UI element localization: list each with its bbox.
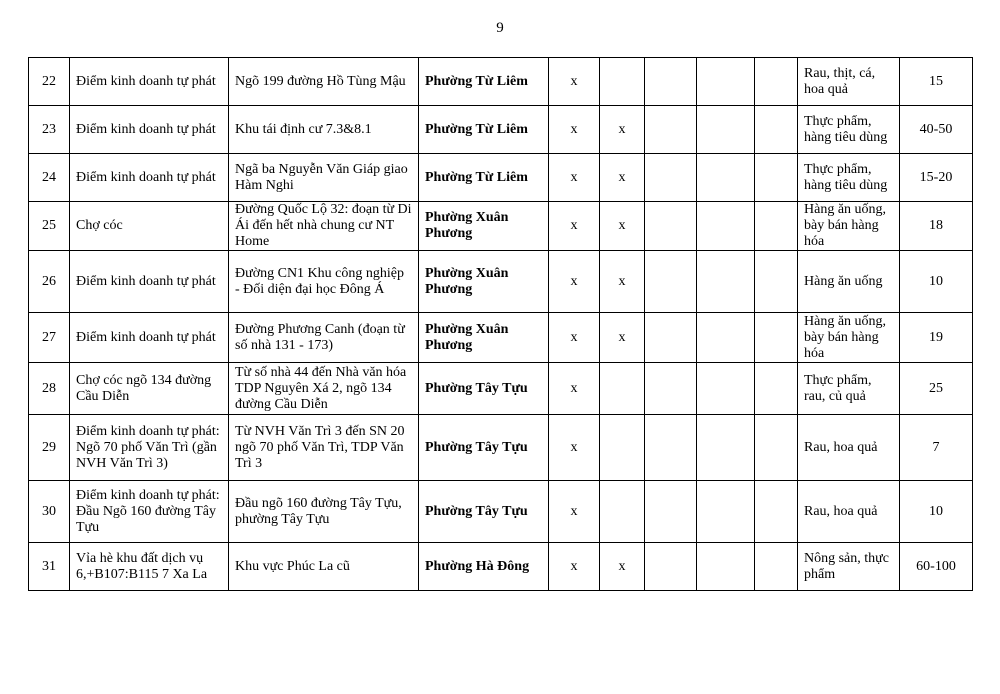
mark-col-3-cell xyxy=(645,58,697,106)
table-row xyxy=(29,543,973,591)
goods-cell: Nông sản, thực phẩm xyxy=(798,543,900,591)
type-cell: Vỉa hè khu đất dịch vụ 6,+B107:B115 7 Xa La xyxy=(70,543,229,591)
row-number-cell: 28 xyxy=(29,363,70,415)
household-count-cell: 15 xyxy=(900,58,973,106)
row-number-cell: 30 xyxy=(29,481,70,543)
market-table xyxy=(28,57,973,591)
mark-col-2-cell: x xyxy=(600,202,645,251)
blank-cell xyxy=(755,313,798,363)
mark-col-1-cell: x xyxy=(549,543,600,591)
mark-col-2-cell: x xyxy=(600,313,645,363)
table-row xyxy=(29,58,973,106)
table-row xyxy=(29,154,973,202)
mark-col-2-cell: x xyxy=(600,106,645,154)
mark-col-3-cell xyxy=(645,202,697,251)
goods-cell: Rau, hoa quả xyxy=(798,481,900,543)
type-cell: Điểm kinh doanh tự phát xyxy=(70,251,229,313)
household-count-cell: 18 xyxy=(900,202,973,251)
mark-col-4-cell xyxy=(697,363,755,415)
ward-cell: Phường Xuân Phương xyxy=(419,251,549,313)
table-row xyxy=(29,363,973,415)
mark-col-2-cell: x xyxy=(600,251,645,313)
ward-cell: Phường Tây Tựu xyxy=(419,363,549,415)
row-number-cell: 31 xyxy=(29,543,70,591)
type-cell: Điểm kinh doanh tự phát: Đầu Ngõ 160 đường Tây Tựu xyxy=(70,481,229,543)
row-number-cell: 24 xyxy=(29,154,70,202)
mark-col-2-cell: x xyxy=(600,154,645,202)
mark-col-3-cell xyxy=(645,154,697,202)
row-number-cell: 23 xyxy=(29,106,70,154)
location-cell: Khu tái định cư 7.3&8.1 xyxy=(229,106,419,154)
type-cell: Chợ cóc ngõ 134 đường Cầu Diễn xyxy=(70,363,229,415)
goods-cell: Thực phẩm, hàng tiêu dùng xyxy=(798,106,900,154)
mark-col-4-cell xyxy=(697,543,755,591)
table-row xyxy=(29,106,973,154)
ward-cell: Phường Tây Tựu xyxy=(419,415,549,481)
blank-cell xyxy=(755,415,798,481)
location-cell: Đường Phương Canh (đoạn từ số nhà 131 - 173) xyxy=(229,313,419,363)
table-row xyxy=(29,415,973,481)
mark-col-4-cell xyxy=(697,415,755,481)
mark-col-1-cell: x xyxy=(549,363,600,415)
mark-col-2-cell xyxy=(600,415,645,481)
table-row xyxy=(29,251,973,313)
mark-col-4-cell xyxy=(697,154,755,202)
type-cell: Điểm kinh doanh tự phát xyxy=(70,313,229,363)
row-number-cell: 26 xyxy=(29,251,70,313)
mark-col-3-cell xyxy=(645,543,697,591)
goods-cell: Hàng ăn uống, bày bán hàng hóa xyxy=(798,202,900,251)
mark-col-1-cell: x xyxy=(549,202,600,251)
mark-col-4-cell xyxy=(697,106,755,154)
page-number: 9 xyxy=(496,20,504,36)
ward-cell: Phường Xuân Phương xyxy=(419,202,549,251)
mark-col-2-cell xyxy=(600,58,645,106)
mark-col-2-cell xyxy=(600,481,645,543)
mark-col-1-cell: x xyxy=(549,251,600,313)
mark-col-3-cell xyxy=(645,363,697,415)
mark-col-1-cell: x xyxy=(549,58,600,106)
blank-cell xyxy=(755,202,798,251)
ward-cell: Phường Xuân Phương xyxy=(419,313,549,363)
mark-col-4-cell xyxy=(697,313,755,363)
mark-col-2-cell xyxy=(600,363,645,415)
household-count-cell: 15-20 xyxy=(900,154,973,202)
mark-col-1-cell: x xyxy=(549,481,600,543)
blank-cell xyxy=(755,106,798,154)
ward-cell: Phường Từ Liêm xyxy=(419,58,549,106)
ward-cell: Phường Hà Đông xyxy=(419,543,549,591)
goods-cell: Rau, thịt, cá, hoa quả xyxy=(798,58,900,106)
location-cell: Ngã ba Nguyễn Văn Giáp giao Hàm Nghi xyxy=(229,154,419,202)
mark-col-1-cell: x xyxy=(549,106,600,154)
goods-cell: Rau, hoa quả xyxy=(798,415,900,481)
location-cell: Từ NVH Văn Trì 3 đến SN 20 ngõ 70 phố Văn Trì, TDP Văn Trì 3 xyxy=(229,415,419,481)
household-count-cell: 10 xyxy=(900,481,973,543)
location-cell: Khu vực Phúc La cũ xyxy=(229,543,419,591)
mark-col-3-cell xyxy=(645,106,697,154)
goods-cell: Hàng ăn uống xyxy=(798,251,900,313)
table-row xyxy=(29,481,973,543)
location-cell: Ngõ 199 đường Hồ Tùng Mậu xyxy=(229,58,419,106)
type-cell: Chợ cóc xyxy=(70,202,229,251)
table-row xyxy=(29,313,973,363)
location-cell: Đường Quốc Lộ 32: đoạn từ Di Ái đến hết nhà chung cư NT Home xyxy=(229,202,419,251)
mark-col-4-cell xyxy=(697,251,755,313)
location-cell: Đường CN1 Khu công nghiệp - Đối diện đại học Đông Á xyxy=(229,251,419,313)
blank-cell xyxy=(755,251,798,313)
household-count-cell: 40-50 xyxy=(900,106,973,154)
table-row xyxy=(29,202,973,251)
blank-cell xyxy=(755,363,798,415)
row-number-cell: 27 xyxy=(29,313,70,363)
row-number-cell: 22 xyxy=(29,58,70,106)
mark-col-1-cell: x xyxy=(549,313,600,363)
type-cell: Điểm kinh doanh tự phát xyxy=(70,154,229,202)
ward-cell: Phường Từ Liêm xyxy=(419,106,549,154)
goods-cell: Thực phẩm, hàng tiêu dùng xyxy=(798,154,900,202)
type-cell: Điểm kinh doanh tự phát: Ngõ 70 phố Văn Trì (gần NVH Văn Trì 3) xyxy=(70,415,229,481)
blank-cell xyxy=(755,543,798,591)
blank-cell xyxy=(755,481,798,543)
household-count-cell: 25 xyxy=(900,363,973,415)
household-count-cell: 19 xyxy=(900,313,973,363)
mark-col-4-cell xyxy=(697,58,755,106)
location-cell: Từ số nhà 44 đến Nhà văn hóa TDP Nguyên Xá 2, ngõ 134 đường Cầu Diễn xyxy=(229,363,419,415)
mark-col-4-cell xyxy=(697,202,755,251)
location-cell: Đầu ngõ 160 đường Tây Tựu, phường Tây Tựu xyxy=(229,481,419,543)
goods-cell: Hàng ăn uống, bày bán hàng hóa xyxy=(798,313,900,363)
goods-cell: Thực phẩm, rau, củ quả xyxy=(798,363,900,415)
household-count-cell: 60-100 xyxy=(900,543,973,591)
mark-col-3-cell xyxy=(645,481,697,543)
mark-col-1-cell: x xyxy=(549,154,600,202)
row-number-cell: 29 xyxy=(29,415,70,481)
ward-cell: Phường Tây Tựu xyxy=(419,481,549,543)
blank-cell xyxy=(755,58,798,106)
type-cell: Điểm kinh doanh tự phát xyxy=(70,58,229,106)
household-count-cell: 7 xyxy=(900,415,973,481)
ward-cell: Phường Từ Liêm xyxy=(419,154,549,202)
household-count-cell: 10 xyxy=(900,251,973,313)
mark-col-4-cell xyxy=(697,481,755,543)
blank-cell xyxy=(755,154,798,202)
mark-col-2-cell: x xyxy=(600,543,645,591)
type-cell: Điểm kinh doanh tự phát xyxy=(70,106,229,154)
mark-col-3-cell xyxy=(645,251,697,313)
mark-col-3-cell xyxy=(645,313,697,363)
mark-col-3-cell xyxy=(645,415,697,481)
row-number-cell: 25 xyxy=(29,202,70,251)
mark-col-1-cell: x xyxy=(549,415,600,481)
